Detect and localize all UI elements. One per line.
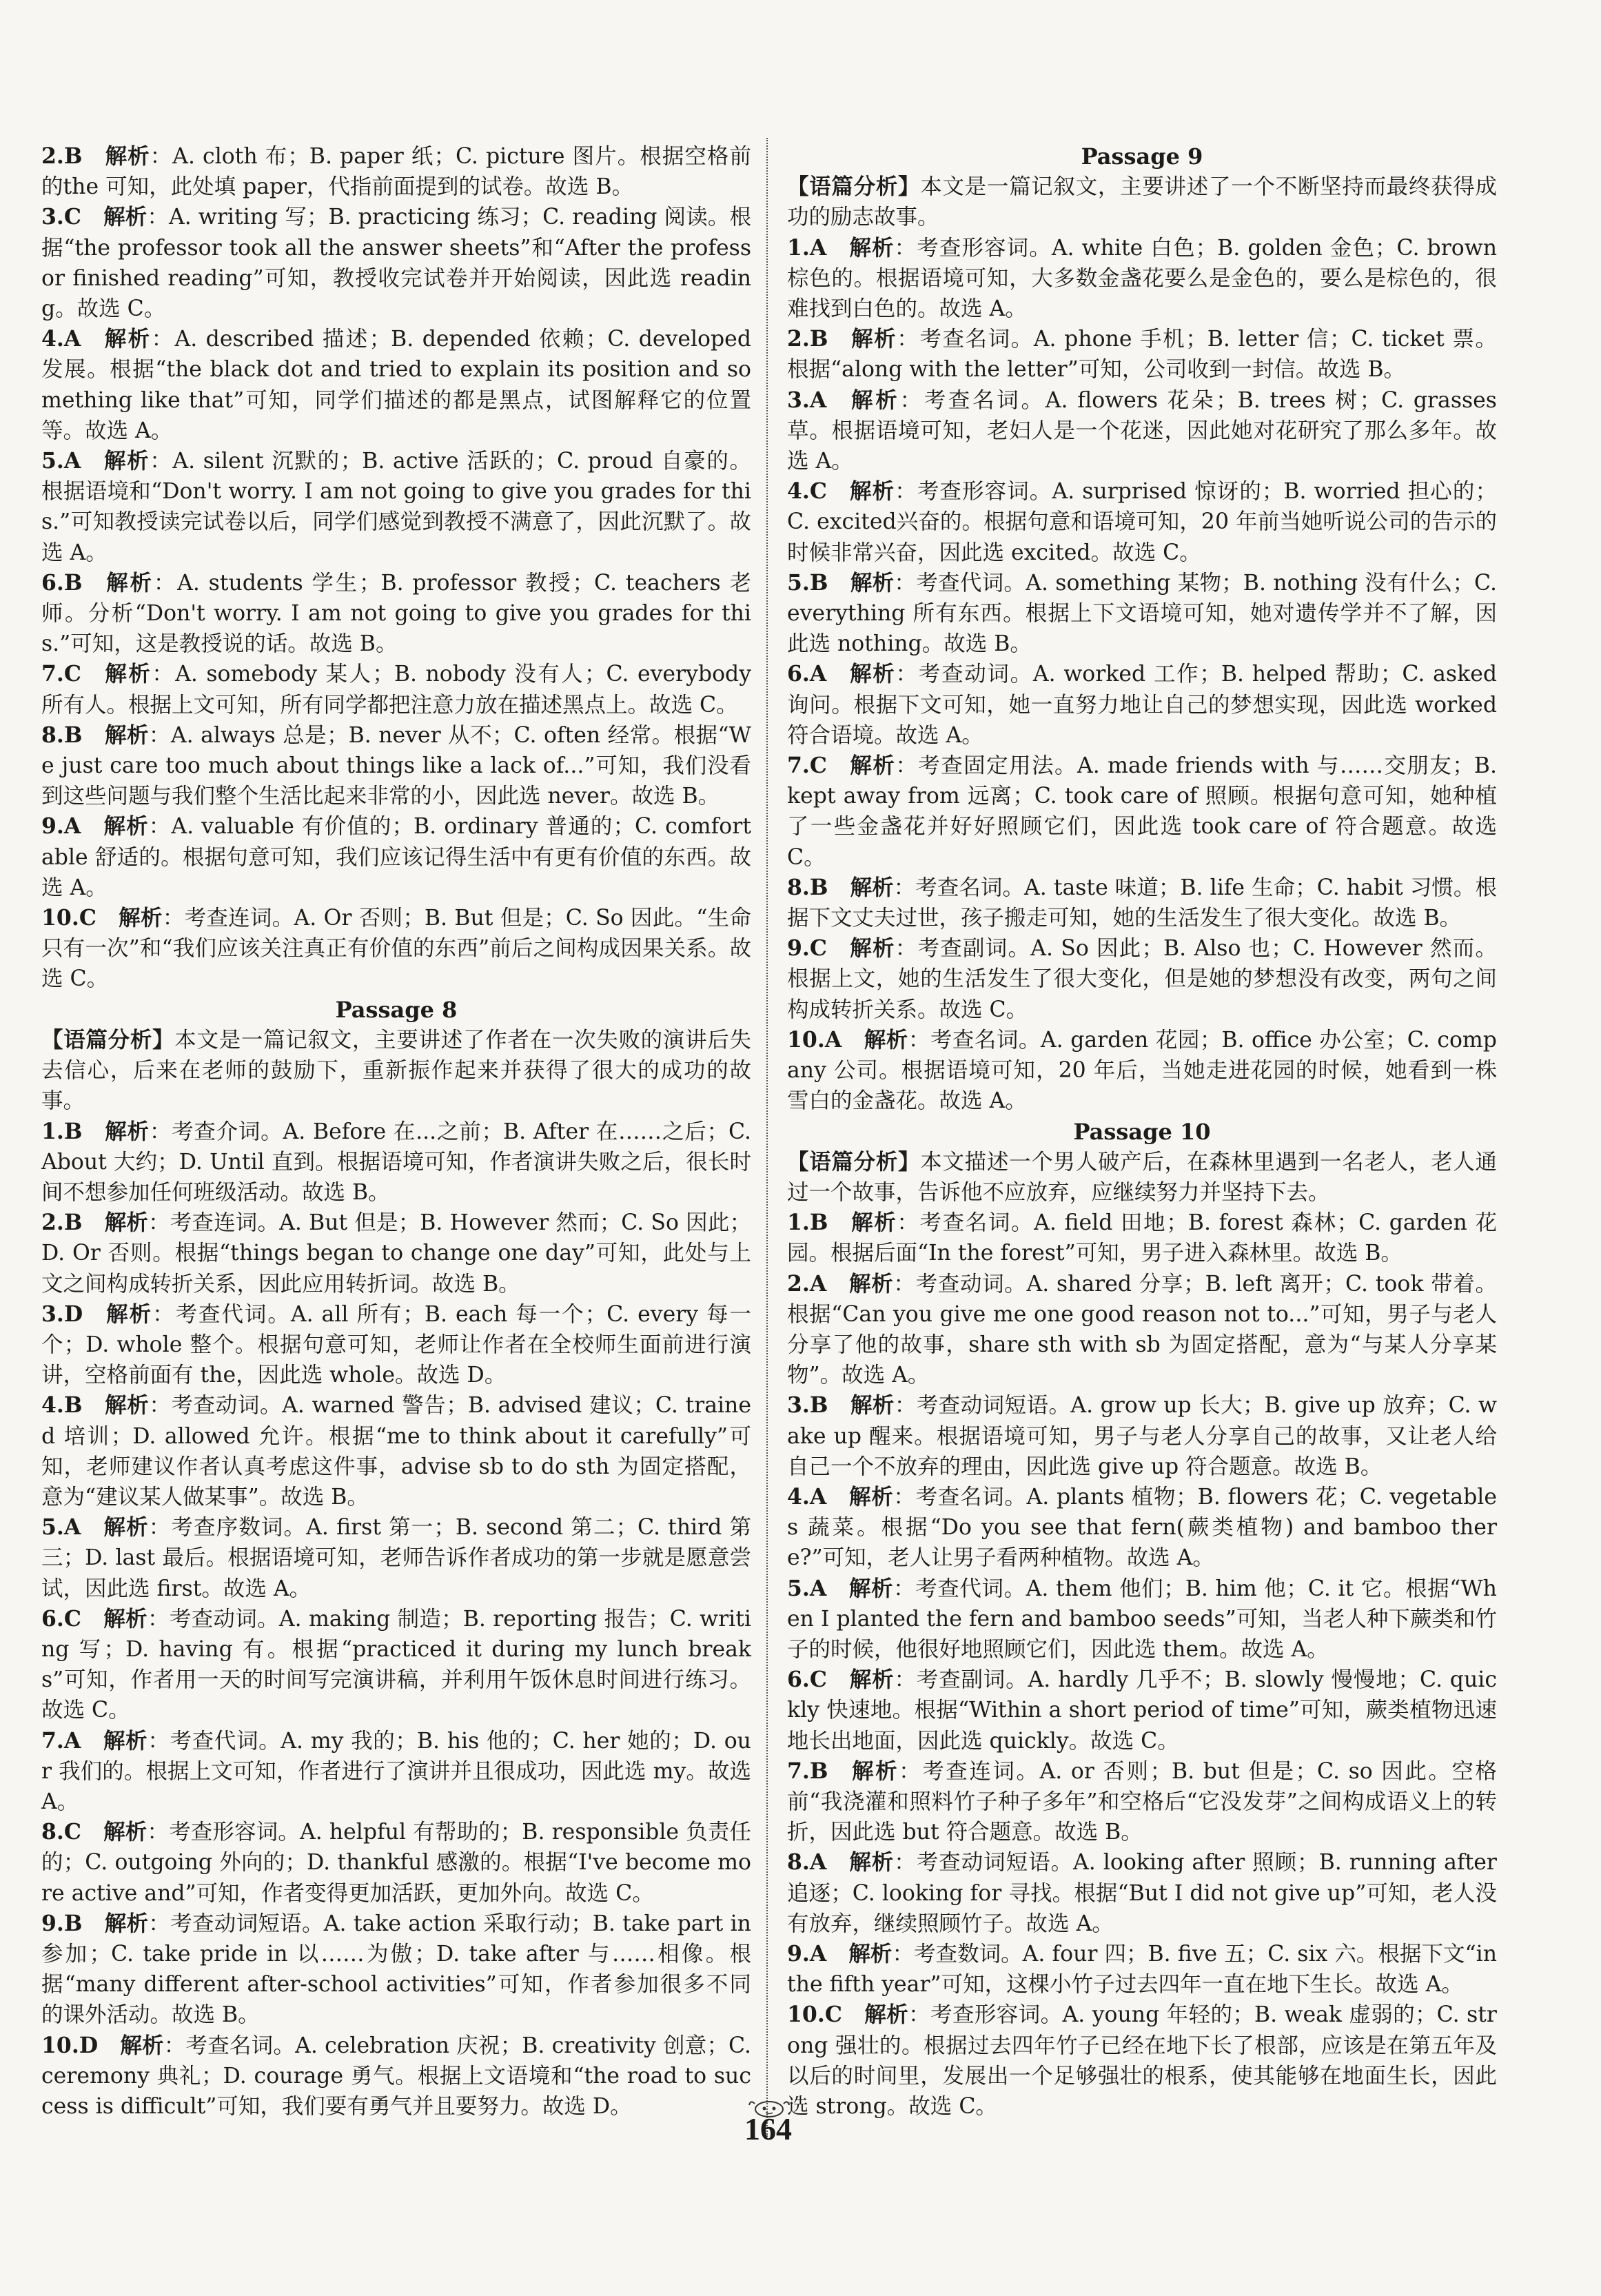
explanation-label: 解析 (850, 1758, 899, 1784)
explanation-label: 解析 (105, 1301, 153, 1327)
answer-number: 1. (787, 234, 810, 261)
explanation-text: 考查动词。A. worked 工作；B. helped 帮助；C. asked 询问。根据下文可知，她一直努力地让自己的梦想实现，因此选 worked 符合语境。故选 A。 (787, 662, 1497, 748)
answer-number: 9. (787, 1940, 810, 1967)
answer-item (41, 202, 751, 324)
explanation-label: 解析 (104, 1118, 150, 1144)
left-column (41, 141, 751, 2122)
answer-item (787, 933, 1497, 1025)
answer-number: 2. (787, 1270, 810, 1297)
answer-letter: B (63, 569, 83, 596)
answer-letter: C (809, 478, 827, 505)
label-colon: ： (147, 1606, 170, 1632)
answer-item (787, 873, 1497, 933)
answer-letter: C (63, 661, 81, 687)
label-colon: ： (163, 2033, 186, 2058)
answer-number: 4. (41, 326, 64, 352)
answer-item (787, 1756, 1497, 1848)
passage9-title: Passage 9 (1081, 143, 1203, 170)
answer-item (41, 2031, 751, 2122)
explanation-text: A. somebody 某人；B. nobody 没有人；C. everybody 所有人。根据上文可知，所有同学都把注意力放在描述黑点上。故选 C。 (41, 662, 751, 718)
answer-number: 8. (41, 722, 64, 748)
answer-number: 5. (41, 448, 64, 474)
answer-number: 9. (41, 1910, 64, 1936)
answer-number: 4. (787, 478, 810, 505)
label-colon: ： (895, 662, 919, 687)
answer-letter: A (809, 1940, 827, 1967)
answer-number: 3. (41, 1301, 64, 1327)
explanation-text: 考查名词。A. celebration 庆祝；B. creativity 创意；C. ceremony 典礼；D. courage 勇气。根据上文语境和“the road to success is difficult”可知，我们要有勇气并且要努力。故选 D。 (41, 2033, 751, 2119)
answer-number: 8. (787, 1849, 810, 1876)
explanation-text: 考查名词。A. flowers 花朵；B. trees 树；C. grasses 草。根据语境可知，老妇人是一个花迷，因此她对花研究了那么多年。故选 A。 (787, 387, 1497, 474)
answer-number: 6. (41, 569, 64, 596)
label-colon: ： (899, 1758, 923, 1784)
answer-letter: A (809, 1483, 827, 1510)
explanation-text: A. described 描述；B. depended 依赖；C. developed 发展。根据“the black dot and tried to explain its position and something like that”可知，同学们描述的都是黑点，试图解释它的位置等。故选 A。 (41, 327, 751, 443)
passage8-title: Passage 8 (335, 996, 458, 1023)
passage8-answers (41, 1117, 751, 2122)
explanation-text: A. students 学生；B. professor 教授；C. teachers 老师。分析“Don't worry. I am not going to give you grades for this.”可知，这是教授说的话。故选 B。 (41, 570, 751, 657)
explanation-text: 考查名词。A. garden 花园；B. office 办公室；C. company 公司。根据语境可知，20 年后，当她走进花园的时候，她看到一株雪白的金盏花。故选 A。 (787, 1027, 1497, 1114)
answer-letter: A (63, 326, 81, 352)
answer-number: 4. (787, 1483, 810, 1510)
explanation-label: 解析 (848, 478, 895, 505)
answer-number: 5. (41, 1514, 64, 1541)
answer-letter: D (79, 2032, 99, 2058)
answer-letter: B (809, 1392, 828, 1419)
explanation-label: 解析 (850, 326, 897, 352)
answer-item (787, 1574, 1497, 1665)
answer-item (787, 568, 1497, 660)
label-colon: ： (894, 1393, 917, 1419)
label-colon: ： (895, 479, 917, 505)
label-colon: ： (894, 570, 917, 596)
answer-letter: B (63, 1118, 83, 1144)
answer-number: 7. (787, 753, 810, 779)
answer-number: 8. (41, 1819, 64, 1845)
explanation-label: 解析 (103, 204, 147, 230)
answer-letter: A (809, 661, 827, 687)
answer-number: 2. (41, 143, 64, 169)
answer-letter: C (79, 905, 96, 931)
label-colon: ： (148, 1911, 171, 1936)
answer-letter: D (63, 1301, 83, 1327)
label-colon: ： (147, 205, 169, 230)
answer-letter: B (63, 1210, 83, 1236)
explanation-label: 解析 (848, 661, 896, 687)
explanation-text: 考查介词。A. Before 在...之前；B. After 在……之后；C. About 大约；D. Until 直到。根据语境可知，作者演讲失败之后，很长时间不想参加任何班级活动。故选 B。 (41, 1119, 751, 1205)
explanation-label: 解析 (848, 1483, 894, 1510)
label-colon: ： (147, 1820, 170, 1845)
answer-item (787, 476, 1497, 568)
label-colon: ： (894, 1667, 917, 1693)
explanation-label: 解析 (103, 1605, 147, 1632)
answer-item (41, 141, 751, 202)
analysis-text: 本文描述一个男人破产后，在森林里遇到一名老人，老人通过一个故事，告诉他不应放弃，应继续努力并坚持下去。 (787, 1149, 1497, 1205)
answer-item (41, 324, 751, 446)
answer-letter: C (809, 753, 827, 779)
passage9-analysis (787, 172, 1497, 232)
label-colon: ： (893, 1484, 916, 1510)
answer-item (787, 1390, 1497, 1482)
answer-item (41, 811, 751, 903)
explanation-text: 考查副词。A. So 因此；B. Also 也；C. However 然而。根据上文，她的生活发生了很大变化，但是她的梦想没有改变，两句之间构成转折关系。故选 C。 (787, 936, 1497, 1022)
answer-item (41, 1817, 751, 1909)
explanation-text: 考查序数词。A. first 第一；B. second 第二；C. third 第三；D. last 最后。根据语境可知，老师告诉作者成功的第一步就是愿意尝试，因此选 first。故选 A。 (41, 1515, 751, 1601)
answer-item (41, 446, 751, 568)
label-colon: ： (894, 235, 917, 261)
answer-number: 3. (41, 204, 64, 230)
explanation-label: 解析 (120, 2032, 164, 2058)
label-colon: ： (153, 570, 178, 596)
answer-letter: A (63, 1514, 81, 1541)
answer-item (41, 1726, 751, 1818)
answer-letter: A (809, 234, 827, 261)
explanation-label: 解析 (103, 448, 150, 474)
explanation-text: 考查代词。A. something 某物；B. nothing 没有什么；C. everything 所有东西。根据上下文语境可知，她对遗传学并不了解，因此选 nothing。故选 B。 (787, 570, 1497, 657)
answer-letter: B (63, 722, 83, 748)
passage10-title: Passage 10 (1073, 1118, 1211, 1145)
answer-number: 6. (787, 661, 810, 687)
answer-number: 9. (787, 935, 810, 962)
label-colon: ： (148, 722, 171, 748)
answer-letter: A (809, 1270, 827, 1297)
label-colon: ： (892, 1941, 914, 1967)
answer-item (41, 1117, 751, 1208)
answer-number: 10. (787, 1026, 825, 1053)
answer-item (41, 1390, 751, 1512)
explanation-text: A. silent 沉默的；B. active 活跃的；C. proud 自豪的。根据语境和“Don't worry. I am not going to give you grades for this.”可知教授读完试卷以后，同学们感觉到教授不满意了，因此沉默了。故选 A。 (41, 449, 751, 565)
answer-letter: B (63, 1392, 83, 1419)
answer-item (787, 1847, 1497, 1939)
explanation-text: 考查连词。A. Or 否则；B. But 但是；C. So 因此。“生命只有一次”和“我们应该关注真正有价值的东西”前后之间构成因果关系。故选 C。 (41, 906, 751, 992)
explanation-label: 解析 (104, 1910, 149, 1936)
label-colon: ： (895, 936, 918, 962)
label-colon: ： (897, 327, 920, 352)
answer-letter: B (809, 874, 828, 900)
label-colon: ： (152, 1301, 176, 1327)
explanation-text: 考查名词。A. taste 味道；B. life 生命；C. habit 习惯。根据下文丈夫过世，孩子搬走可知，她的生活发生了很大变化。故选 B。 (787, 875, 1497, 931)
explanation-text: 考查代词。A. my 我的；B. his 他的；C. her 她的；D. our 我们的。根据上文可知，作者进行了演讲并且很成功，因此选 my。故选 A。 (41, 1728, 751, 1814)
explanation-label: 解析 (850, 1210, 897, 1236)
explanation-label: 解析 (850, 1392, 895, 1419)
passage10-analysis (787, 1147, 1497, 1208)
explanation-label: 解析 (104, 1392, 150, 1419)
answer-number: 4. (41, 1392, 64, 1419)
passage10-answers (787, 1208, 1497, 2122)
answer-letter: A (63, 1727, 81, 1754)
analysis-text: 本文是一篇记叙文，主要讲述了一个不断坚持而最终获得成功的励志故事。 (787, 174, 1497, 230)
label-colon: ： (150, 144, 173, 169)
explanation-text: 考查名词。A. field 田地；B. forest 森林；C. garden 花园。根据后面“In the forest”可知，男子进入森林里。故选 B。 (787, 1210, 1497, 1266)
analysis-text: 本文是一篇记叙文，主要讲述了作者在一次失败的演讲后失去信心，后来在老师的鼓励下，重新振作起来并获得了很大的成功的故事。 (41, 1027, 751, 1114)
answer-item (787, 1269, 1497, 1391)
explanation-label: 解析 (104, 1210, 149, 1236)
explanation-text: 考查名词。A. plants 植物；B. flowers 花；C. vegetables 蔬菜。根据“Do you see that fern(蕨类植物) and bamboo there?”可知，老人让男子看两种植物。故选 A。 (787, 1484, 1497, 1571)
answer-letter: B (63, 143, 83, 169)
label-colon: ： (162, 906, 185, 931)
analysis-label: 【语篇分析】 (787, 1148, 921, 1175)
answer-letter: C (63, 1605, 81, 1632)
answer-letter: A (63, 448, 81, 474)
answer-number: 5. (787, 569, 810, 596)
answer-letter: B (809, 326, 828, 352)
answer-number: 2. (787, 326, 810, 352)
explanation-text: A. writing 写；B. practicing 练习；C. reading 阅读。根据“the professor took all the answer sheets”和“After the professor finished reading”可知，教授收完试卷并开始阅读，因此选 reading。故选 C。 (41, 205, 751, 322)
explanation-label: 解析 (103, 1727, 148, 1754)
answer-item (41, 1909, 751, 2031)
answer-item (787, 1208, 1497, 1268)
explanation-label: 解析 (850, 569, 895, 596)
answer-letter: A (63, 813, 81, 840)
answer-item (41, 1299, 751, 1391)
answer-number: 7. (41, 1727, 64, 1754)
answer-letter: C (809, 1667, 827, 1693)
right-column (787, 141, 1497, 2122)
answer-number: 1. (787, 1210, 810, 1236)
explanation-label: 解析 (104, 569, 154, 596)
explanation-text: 考查代词。A. all 所有；B. each 每一个；C. every 每一个；D. whole 整个。根据句意可知，老师让作者在全校师生面前进行演讲，空格前面有 the，因此选 whole。故选 D。 (41, 1301, 751, 1388)
answer-number: 8. (787, 874, 810, 900)
explanation-label: 解析 (848, 1575, 894, 1601)
explanation-text: 考查动词。A. warned 警告；B. advised 建议；C. trained 培训；D. allowed 允许。根据“me to think about it carefully”可知，老师建议作者认真考虑这件事，advise sb to do sth 为固定搭配，意为“建议某人做某事”。故选 B。 (41, 1393, 751, 1510)
explanation-label: 解析 (848, 753, 896, 779)
answer-letter: C (63, 204, 81, 230)
explanation-label: 解析 (848, 1940, 893, 1967)
explanation-label: 解析 (848, 234, 895, 261)
label-colon: ： (148, 1210, 170, 1236)
passage9-answers (787, 233, 1497, 1117)
answer-number: 7. (787, 1758, 810, 1784)
explanation-text: A. valuable 有价值的；B. ordinary 普通的；C. comfortable 舒适的。根据句意可知，我们应该记得生活中有更有价值的东西。故选 A。 (41, 814, 751, 900)
answer-number: 3. (787, 1392, 810, 1419)
explanation-text: 考查形容词。A. surprised 惊讶的；B. worried 担心的；C. excited兴奋的。根据句意和语境可知，20 年前当她听说公司的告示的时候非常兴奋，因此选 excited。故选 C。 (787, 479, 1497, 565)
answer-letter: A (809, 1575, 827, 1601)
label-colon: ： (151, 327, 175, 352)
explanation-text: 考查连词。A. But 但是；B. However 然而；C. So 因此；D. Or 否则。根据“things began to change one day”可知，此处与上文之间构成转折关系，因此应用转折词。故选 B。 (41, 1210, 751, 1297)
answer-item (787, 233, 1497, 325)
label-colon: ： (894, 1850, 917, 1876)
explanation-label: 解析 (848, 935, 895, 962)
answer-letter: A (824, 1026, 842, 1053)
answer-item (787, 1939, 1497, 2000)
answer-number: 9. (41, 813, 64, 840)
page-number: 164 (744, 2111, 792, 2146)
analysis-label: 【语篇分析】 (41, 1026, 175, 1053)
answer-item (787, 1665, 1497, 1756)
label-colon: ： (149, 1393, 172, 1419)
answer-letter: B (809, 1210, 828, 1236)
explanation-label: 解析 (103, 661, 152, 687)
explanation-label: 解析 (864, 1026, 908, 1053)
answer-item (787, 2000, 1497, 2122)
explanation-text: A. cloth 布；B. paper 纸；C. picture 图片。根据空格前的the 可知，此处填 paper，代指前面提到的试卷。故选 B。 (41, 144, 751, 200)
answer-item (41, 659, 751, 720)
explanation-text: 考查动词。A. making 制造；B. reporting 报告；C. writing 写；D. having 有。根据“practiced it during my lunch breaks”可知，作者用一天的时间写完演讲稿，并利用午饭休息时间进行练习。故选 C。 (41, 1606, 751, 1723)
answer-item (41, 568, 751, 660)
explanation-text: 考查副词。A. hardly 几乎不；B. slowly 慢慢地；C. quickly 快速地。根据“Within a short period of time”可知，蕨类植物迅速地长出地面，因此选 quickly。故选 C。 (787, 1667, 1497, 1754)
label-colon: ： (147, 1728, 170, 1754)
answer-item (787, 1025, 1497, 1117)
answer-item (41, 720, 751, 812)
explanation-label: 解析 (848, 1849, 895, 1876)
explanation-label: 解析 (104, 143, 150, 169)
answer-item (787, 751, 1497, 873)
explanation-text: 考查名词。A. phone 手机；B. letter 信；C. ticket 票。根据“along with the letter”可知，公司收到一封信。故选 B。 (787, 327, 1497, 383)
explanation-label: 解析 (118, 905, 163, 931)
explanation-label: 解析 (103, 813, 149, 840)
answer-number: 5. (787, 1575, 810, 1601)
answer-number: 7. (41, 661, 64, 687)
analysis-label: 【语篇分析】 (787, 174, 921, 200)
explanation-text: 考查形容词。A. white 白色；B. golden 金色；C. brown 棕色的。根据语境可知，大多数金盏花要么是金色的，要么是棕色的，很难找到白色的。故选 A。 (787, 235, 1497, 322)
label-colon: ： (149, 1119, 172, 1144)
answer-letter: C (824, 2002, 842, 2028)
label-colon: ： (893, 875, 916, 900)
explanation-label: 解析 (850, 874, 894, 900)
explanation-label: 解析 (864, 2002, 909, 2028)
answer-item (787, 385, 1497, 477)
explanation-label: 解析 (103, 1819, 147, 1845)
answer-letter: A (809, 387, 827, 413)
answer-number: 6. (41, 1605, 64, 1632)
label-colon: ： (150, 449, 173, 474)
label-colon: ： (148, 1515, 172, 1541)
answer-number: 2. (41, 1210, 64, 1236)
answer-number: 10. (41, 905, 79, 931)
answer-item (41, 1512, 751, 1604)
passage8-analysis (41, 1025, 751, 1117)
answer-number: 6. (787, 1667, 810, 1693)
answer-number: 1. (41, 1118, 64, 1144)
explanation-text: 考查动词短语。A. looking after 照顾；B. running after 追逐；C. looking for 寻找。根据“But I did not give up”可知，老人没有放弃，继续照顾竹子。故选 A。 (787, 1850, 1497, 1936)
answer-item (41, 1208, 751, 1299)
label-colon: ： (908, 2002, 931, 2028)
answer-letter: C (63, 1819, 81, 1845)
answer-item (787, 1482, 1497, 1574)
answer-item (787, 324, 1497, 385)
label-colon: ： (152, 662, 176, 687)
explanation-text: 考查动词短语。A. grow up 长大；B. give up 放弃；C. wake up 醒来。根据语境可知，男子与老人分享自己的故事，又让老人给自己一个不放弃的理由，因此选 give up 符合题意。故选 B。 (787, 1393, 1497, 1479)
answer-letter: A (809, 1849, 827, 1876)
explanation-label: 解析 (103, 326, 152, 352)
label-colon: ： (893, 1576, 916, 1601)
answer-item (787, 659, 1497, 751)
answer-number: 10. (787, 2002, 825, 2028)
answer-letter: B (63, 1910, 83, 1936)
explanation-label: 解析 (103, 1514, 149, 1541)
column-divider (766, 138, 768, 2137)
label-colon: ： (148, 814, 172, 840)
answer-number: 3. (787, 387, 810, 413)
label-colon: ： (893, 1271, 916, 1297)
answer-letter: B (809, 1758, 828, 1784)
explanation-label: 解析 (848, 1667, 895, 1693)
label-colon: ： (908, 1027, 930, 1053)
passage7-answers (41, 141, 751, 995)
explanation-text: 考查动词短语。A. take action 采取行动；B. take part in 参加；C. take pride in 以……为傲；D. take after 与……相像。根据“many different after-school activities”可知，作者参加很多不同的课外活动。故选 B。 (41, 1911, 751, 2028)
answer-letter: C (809, 935, 827, 962)
explanation-label: 解析 (848, 387, 900, 413)
explanation-text: 考查连词。A. or 否则；B. but 但是；C. so 因此。空格前“我浇灌和照料竹子种子多年”和空格后“它没发芽”之间构成语义上的转折，因此选 but 符合题意。故选 B。 (787, 1758, 1497, 1845)
explanation-label: 解析 (848, 1270, 894, 1297)
answer-number: 10. (41, 2032, 79, 2058)
explanation-label: 解析 (104, 722, 149, 748)
explanation-text: 考查形容词。A. young 年轻的；B. weak 虚弱的；C. strong 强壮的。根据过去四年竹子已经在地下长了根部，应该是在第五年及以后的时间里，发展出一个足够强壮的根系，使其能够在地面生长，因此选 strong。故选 C。 (787, 2002, 1497, 2119)
explanation-text: 考查数词。A. four 四；B. five 五；C. six 六。根据下文“in the fifth year”可知，这棵小竹子过去四年一直在地下生长。故选 A。 (787, 1941, 1497, 1998)
explanation-text: 考查动词。A. shared 分享；B. left 离开；C. took 带着。根据“Can you give me one good reason not to...”可知，男子与老人分享了他的故事，share sth with sb 为固定搭配，意为“与某人分享某物”。故选 A。 (787, 1271, 1497, 1388)
answer-letter: B (809, 569, 828, 596)
answer-item (41, 1604, 751, 1726)
explanation-text: A. always 总是；B. never 从不；C. often 经常。根据“We just care too much about things like a lack of...”可知，我们没看到这些问题与我们整个生活比起来非常的小，因此选 never。故选 B。 (41, 722, 751, 809)
explanation-text: 考查代词。A. them 他们；B. him 他；C. it 它。根据“When I planted the fern and bamboo seeds”可知，当老人种下蕨类和竹子的时候，他很好地照顾它们，因此选 them。故选 A。 (787, 1576, 1497, 1662)
label-colon: ： (895, 753, 919, 779)
label-colon: ： (897, 1210, 920, 1236)
explanation-text: 考查形容词。A. helpful 有帮助的；B. responsible 负责任的；C. outgoing 外向的；D. thankful 感激的。根据“I've become more active and”可知，作者变得更加活跃，更加外向。故选 C。 (41, 1820, 751, 1906)
explanation-text: 考查固定用法。A. made friends with 与……交朋友；B. kept away from 远离；C. took care of 照顾。根据句意可知，她种植了一些金盏花并好好照顾它们，因此选 took care of 符合题意。故选 C。 (787, 753, 1497, 870)
answer-item (41, 903, 751, 995)
label-colon: ： (899, 387, 924, 413)
